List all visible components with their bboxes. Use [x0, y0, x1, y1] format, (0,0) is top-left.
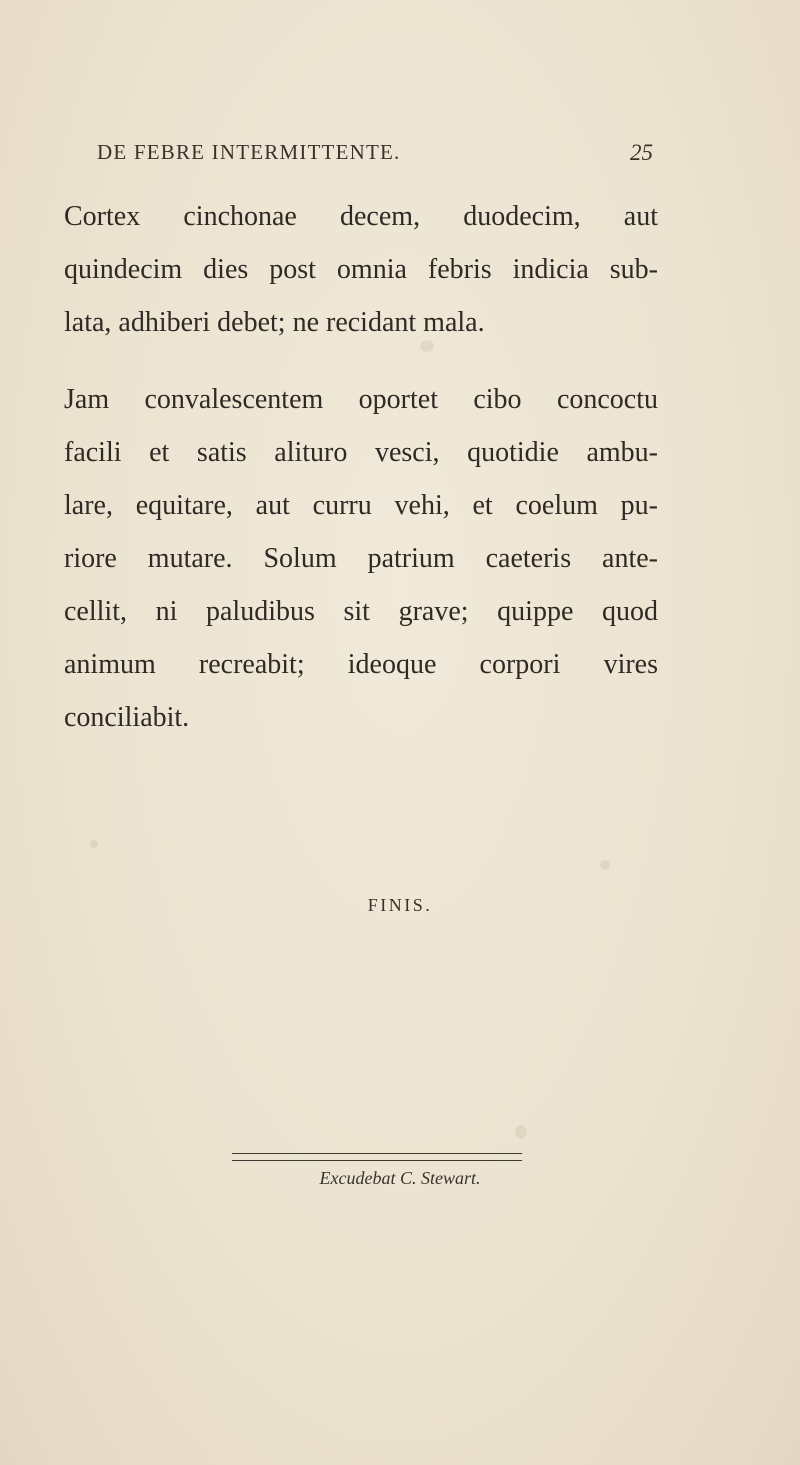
paper-stain: [90, 840, 98, 848]
paper-stain: [600, 860, 610, 870]
printer-imprint: Excudebat C. Stewart.: [319, 1168, 481, 1188]
page-number: 25: [630, 140, 653, 165]
paper-stain: [515, 1125, 527, 1139]
text-line: Jam convalescentem oportet cibo concoctu: [64, 384, 658, 415]
finis-heading: FINIS.: [367, 895, 433, 915]
double-rule-divider: [232, 1153, 522, 1161]
text-line: quindecim dies post omnia febris indicia sub-: [64, 254, 658, 285]
running-head: [97, 140, 653, 170]
paragraph-1: [64, 190, 658, 349]
running-title: DE FEBRE INTERMITTENTE.: [97, 140, 401, 164]
text-line: lata, adhiberi debet; ne recidant mala.: [64, 307, 485, 338]
paragraph-2: [64, 373, 658, 744]
text-line: conciliabit.: [64, 702, 190, 733]
text-line: Cortex cinchonae decem, duodecim, aut: [64, 201, 658, 232]
text-line: riore mutare. Solum patrium caeteris ante-: [64, 543, 658, 574]
text-line: facili et satis alituro vesci, quotidie ambu-: [64, 437, 658, 468]
text-line: cellit, ni paludibus sit grave; quippe quod: [64, 596, 658, 627]
text-line: lare, equitare, aut curru vehi, et coelum pu-: [64, 490, 658, 521]
text-line: animum recreabit; ideoque corpori vires: [64, 649, 658, 680]
